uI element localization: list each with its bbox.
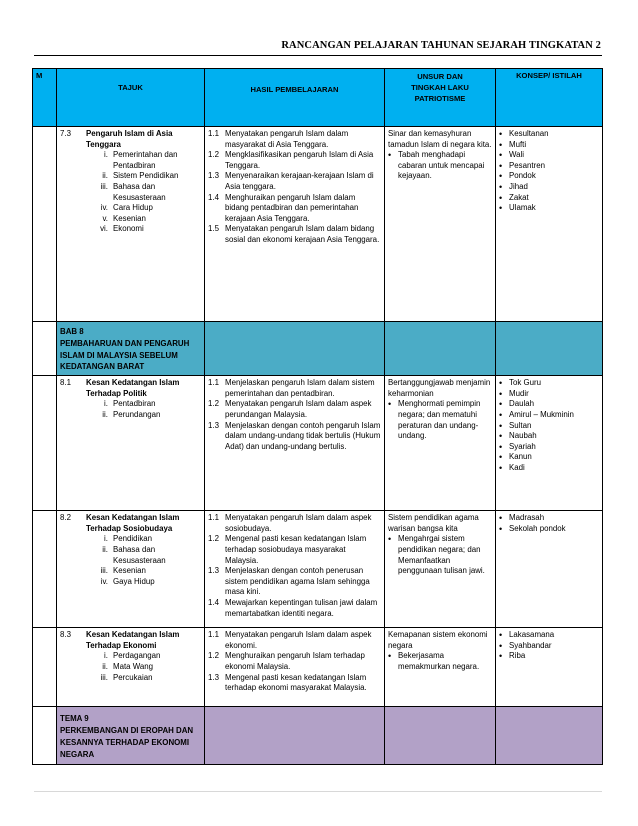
- week-cell: [33, 628, 57, 707]
- header-rule: [34, 55, 602, 56]
- list-item: i. Pendidikan: [104, 534, 153, 544]
- bullet-icon: •: [388, 399, 392, 410]
- concepts-list: [499, 513, 599, 534]
- list-item: • Menghormati pemimpin negara; dan mematuhi peraturan dan undang-undang.: [388, 399, 481, 441]
- concepts-cell: [496, 628, 603, 707]
- bullet-icon: •: [499, 431, 503, 442]
- unsur-header-line: UNSUR DAN: [417, 72, 463, 81]
- concepts-list: [499, 378, 599, 473]
- section-title: Kesan Kedatangan Islam Terhadap Politik: [86, 378, 180, 398]
- list-item: • Ulamak: [499, 203, 536, 214]
- list-item: • Pesantren: [499, 160, 545, 171]
- column-header-hasil: HASIL PEMBELAJARAN: [205, 69, 385, 127]
- outcomes-cell: [205, 628, 385, 707]
- list-item: 1.4 Menghuraikan pengaruh Islam dalam bidang pentadbiran dan pemerintahan kerajaan Asia Tenggara.: [208, 192, 359, 223]
- theme-banner-row: [33, 707, 603, 765]
- bullet-icon: •: [499, 452, 503, 463]
- banner-line: PERKEMBANGAN DI EROPAH DAN: [60, 725, 194, 735]
- bullet-icon: •: [499, 420, 503, 431]
- theme-banner: [57, 707, 205, 765]
- bullet-icon: •: [499, 171, 503, 182]
- bullet-icon: •: [499, 630, 503, 641]
- list-item: 1.2 Mengklasifikasikan pengaruh Islam di Asia Tenggara.: [208, 150, 374, 170]
- bullet-icon: •: [499, 399, 503, 410]
- bullet-icon: •: [388, 651, 392, 662]
- values-cell: [385, 511, 496, 628]
- list-item: • Kesultanan: [499, 129, 549, 139]
- list-item: • Bekerjasama memakmurkan negara.: [388, 651, 480, 671]
- banner-line: KESANNYA TERHADAP EKONOMI: [60, 737, 190, 747]
- list-item: iv. Cara Hidup: [100, 203, 153, 213]
- bullet-icon: •: [499, 192, 503, 203]
- values-list: [388, 651, 492, 672]
- list-item: 1.3 Menyenaraikan kerajaan-kerajaan Islam di Asia tenggara.: [208, 171, 374, 191]
- list-item: • Mengahrgai sistem pendidikan negara; dan Memanfaatkan penggunaan tulisan jawi.: [388, 534, 485, 576]
- list-item: • Amirul – Mukminin: [499, 409, 574, 420]
- list-item: 1.1 Menyatakan pengaruh Islam dalam aspek sosiobudaya.: [208, 513, 372, 533]
- week-cell: [33, 707, 57, 765]
- banner-line: PEMBAHARUAN DAN PENGARUH: [60, 338, 190, 348]
- bullet-icon: •: [499, 139, 503, 150]
- list-item: • Sultan: [499, 420, 532, 431]
- banner-fill: [205, 322, 385, 376]
- column-header-m: M: [33, 69, 57, 127]
- list-item: i. Perdagangan: [104, 651, 161, 661]
- list-item: • Riba: [499, 651, 526, 662]
- list-item: • Sekolah pondok: [499, 523, 566, 534]
- list-item: i. Pemerintahan dan Pentadbiran: [104, 150, 178, 170]
- banner-fill: [496, 322, 603, 376]
- list-item: • Jihad: [499, 181, 528, 192]
- list-item: iii. Percukaian: [100, 672, 153, 682]
- list-item: i. Pentadbiran: [104, 399, 156, 409]
- banner-fill: [385, 322, 496, 376]
- values-cell: [385, 628, 496, 707]
- list-item: 1.4 Mewajarkan kepentingan tulisan jawi dalam memartabatkan identiti negara.: [208, 597, 378, 618]
- list-item: • Kanun: [499, 452, 532, 463]
- section-number: 7.3: [60, 129, 71, 138]
- section-number: 8.3: [60, 630, 71, 640]
- list-item: • Pondok: [499, 171, 536, 182]
- values-intro: Kemapanan sistem ekonomi negara: [388, 630, 488, 650]
- list-item: • Wali: [499, 150, 525, 161]
- section-title: Pengaruh Islam di Asia Tenggara: [86, 129, 173, 149]
- topic-cell: [57, 127, 205, 322]
- footer-rule: [34, 791, 602, 792]
- unsur-header-line: TINGKAH LAKU: [411, 83, 469, 92]
- chapter-banner-row: [33, 322, 603, 376]
- list-item: 1.1 Menjelaskan pengaruh Islam dalam sistem pemerintahan dan pentadbiran.: [208, 378, 375, 398]
- banner-line: NEGARA: [60, 749, 95, 759]
- concepts-list: [499, 630, 599, 662]
- bullet-icon: •: [388, 150, 392, 161]
- bullet-icon: •: [499, 203, 503, 214]
- bullet-icon: •: [499, 181, 503, 192]
- banner-line: ISLAM DI MALAYSIA SEBELUM: [60, 350, 178, 360]
- section-title: Kesan Kedatangan Islam Terhadap Sosiobudaya: [86, 513, 180, 533]
- chapter-banner: [57, 322, 205, 376]
- values-list: [388, 150, 492, 182]
- list-item: v. Kesenian: [102, 213, 146, 223]
- outcomes-cell: [205, 376, 385, 511]
- subtopic-list: [60, 150, 201, 235]
- list-item: • Syariah: [499, 441, 536, 452]
- section-number: 8.1: [60, 378, 71, 388]
- topic-cell: [57, 628, 205, 707]
- week-cell: [33, 127, 57, 322]
- list-item: vi. Ekonomi: [100, 224, 144, 234]
- table-row: [33, 127, 603, 322]
- week-cell: [33, 376, 57, 511]
- topic-cell: [57, 511, 205, 628]
- list-item: ii. Bahasa dan Kesusasteraan: [102, 544, 166, 565]
- bullet-icon: •: [499, 651, 503, 662]
- concepts-cell: [496, 127, 603, 322]
- list-item: • Mufti: [499, 139, 527, 150]
- list-item: 1.3 Menjelaskan dengan contoh penerusan sistem pendidikan agama Islam sehingga masa kini.: [208, 566, 370, 597]
- list-item: • Daulah: [499, 399, 535, 410]
- list-item: ii. Sistem Pendidikan: [102, 171, 179, 181]
- topic-cell: [57, 376, 205, 511]
- bullet-icon: •: [499, 640, 503, 651]
- bullet-icon: •: [499, 388, 503, 399]
- bullet-icon: •: [388, 534, 392, 545]
- column-header-tajuk: TAJUK: [57, 69, 205, 127]
- bullet-icon: •: [499, 441, 503, 452]
- list-item: • Kadi: [499, 462, 525, 473]
- bullet-icon: •: [499, 160, 503, 171]
- concepts-cell: [496, 511, 603, 628]
- subtopic-list: [60, 399, 201, 420]
- values-cell: [385, 376, 496, 511]
- list-item: iv. Gaya Hidup: [100, 576, 155, 586]
- list-item: 1.2 Menghuraikan pengaruh Islam terhadap ekonomi Malaysia.: [208, 651, 365, 671]
- list-item: ii. Mata Wang: [102, 661, 154, 671]
- values-list: [388, 534, 492, 576]
- list-item: • Zakat: [499, 192, 529, 203]
- list-item: iii. Kesenian: [100, 566, 146, 576]
- values-intro: Bertanggungjawab menjamin keharmonian: [388, 378, 491, 398]
- list-item: • Syahbandar: [499, 640, 552, 651]
- list-item: 1.5 Menyatakan pengaruh Islam dalam bidang sosial dan ekonomi kerajaan Asia Tenggara.: [208, 224, 380, 244]
- column-header-unsur: [385, 69, 496, 127]
- values-intro: Sinar dan kemasyhuran tamadun Islam di negara kita.: [388, 129, 492, 149]
- section-number: 8.2: [60, 513, 71, 523]
- subtopic-list: [60, 534, 201, 587]
- list-item: 1.2 Menyatakan pengaruh Islam dalam aspek perundangan Malaysia.: [208, 399, 372, 419]
- banner-fill: [385, 707, 496, 765]
- bullet-icon: •: [499, 378, 503, 389]
- table-row: [33, 511, 603, 628]
- bullet-icon: •: [499, 150, 503, 161]
- values-list: [388, 399, 492, 441]
- banner-line: KEDATANGAN BARAT: [60, 362, 145, 372]
- list-item: 1.3 Mengenal pasti kesan kedatangan Islam terhadap ekonomi masyarakat Malaysia.: [208, 672, 367, 693]
- table-row: [33, 628, 603, 707]
- list-item: • Lakasamana: [499, 630, 555, 641]
- list-item: 1.3 Menjelaskan dengan contoh pengaruh Islam dalam undang-undang tidak bertulis (Hukum Adat) dan undang-undang bertulis.: [208, 420, 381, 451]
- list-item: 1.2 Mengenal pasti kesan kedatangan Islam terhadap sosiobudaya masyarakat Malaysia.: [208, 534, 367, 565]
- list-item: 1.1 Menyatakan pengaruh Islam dalam aspek ekonomi.: [208, 630, 372, 650]
- bullet-icon: •: [499, 462, 503, 473]
- banner-line: BAB 8: [60, 327, 84, 336]
- concepts-list: [499, 129, 599, 214]
- column-header-konsep: KONSEP/ ISTILAH: [496, 69, 603, 127]
- bullet-icon: •: [499, 129, 503, 139]
- unsur-header-line: PATRIOTISME: [414, 94, 466, 103]
- table-header-row: [33, 69, 603, 127]
- values-cell: [385, 127, 496, 322]
- subtopic-list: [60, 651, 201, 683]
- list-item: • Tok Guru: [499, 378, 542, 389]
- list-item: • Mudir: [499, 388, 529, 399]
- banner-line: TEMA 9: [60, 714, 89, 724]
- section-title: Kesan Kedatangan Islam Terhadap Ekonomi: [86, 630, 180, 650]
- list-item: iii. Bahasa dan Kesusasteraan: [100, 181, 166, 202]
- table-row: [33, 376, 603, 511]
- banner-fill: [205, 707, 385, 765]
- bullet-icon: •: [499, 513, 503, 524]
- list-item: • Naubah: [499, 431, 537, 442]
- bullet-icon: •: [499, 523, 503, 534]
- list-item: • Tabah menghadapi cabaran untuk mencapai kejayaan.: [388, 150, 485, 181]
- list-item: • Madrasah: [499, 513, 545, 524]
- list-item: 1.1 Menyatakan pengaruh Islam dalam masyarakat di Asia Tenggara.: [208, 129, 349, 149]
- concepts-cell: [496, 376, 603, 511]
- week-cell: [33, 511, 57, 628]
- list-item: ii. Perundangan: [102, 409, 161, 419]
- outcomes-cell: [205, 127, 385, 322]
- page-header-title: RANCANGAN PELAJARAN TAHUNAN SEJARAH TINGKATAN 2: [281, 40, 601, 51]
- banner-fill: [496, 707, 603, 765]
- week-cell: [33, 322, 57, 376]
- values-intro: Sistem pendidikan agama warisan bangsa kita: [388, 513, 479, 533]
- outcomes-cell: [205, 511, 385, 628]
- bullet-icon: •: [499, 409, 503, 420]
- syllabus-table: [32, 68, 603, 765]
